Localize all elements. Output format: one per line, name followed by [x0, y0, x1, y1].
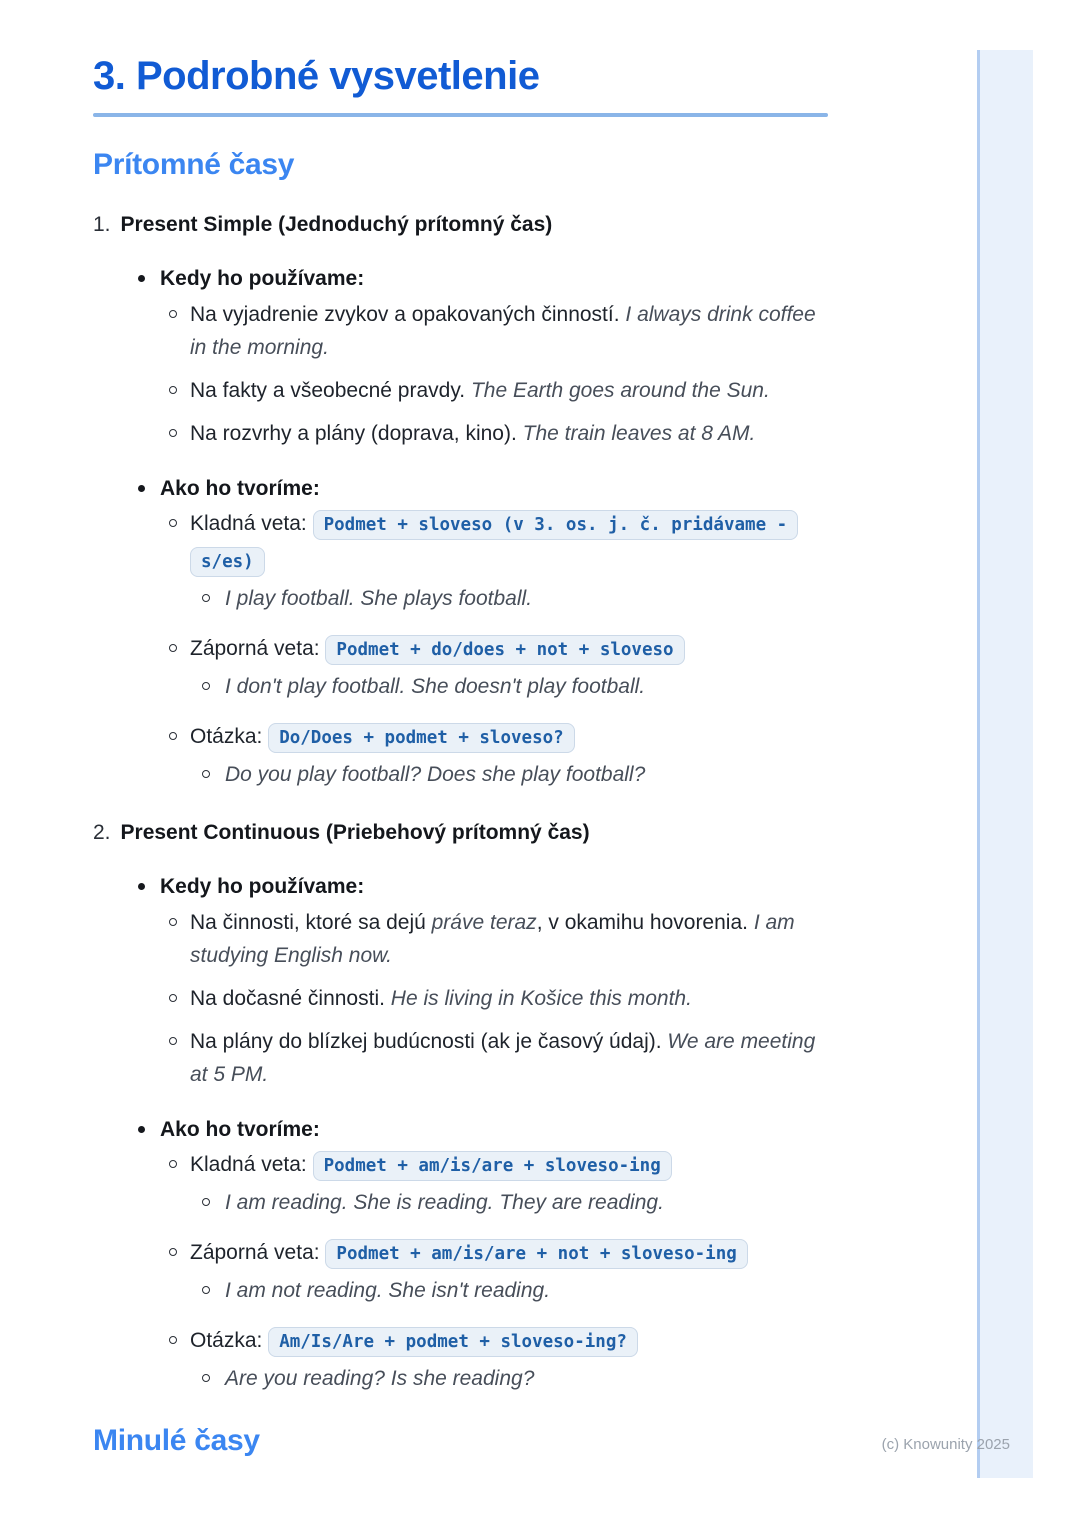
point-example: I always drink coffee in the morning. [190, 303, 816, 359]
example-text: I play football. She plays football. [225, 587, 533, 610]
point-text: Na vyjadrenie zvykov a opakovaných činností. [190, 303, 626, 326]
form-row [93, 631, 828, 703]
bullet-circle-icon [169, 519, 177, 527]
bullet-circle-icon [202, 770, 210, 778]
point-example: I am studying English now. [190, 911, 795, 967]
form-label: Kladná veta: [190, 1153, 313, 1176]
point-text: Na fakty a všeobecné pravdy. [190, 379, 471, 402]
usage-point [93, 982, 828, 1015]
forms-label-text: Ako ho tvoríme: [160, 1118, 320, 1141]
usage-point [93, 417, 828, 450]
bullet-circle-icon [169, 429, 177, 437]
form-label: Kladná veta: [190, 512, 313, 535]
item-number: 1. [93, 213, 111, 236]
form-head [190, 1323, 828, 1360]
point-example: The Earth goes around the Sun. [470, 379, 770, 402]
bullet-disc-icon [138, 1126, 145, 1133]
example-text: Do you play football? Does she play football? [225, 763, 646, 786]
item-title: Present Continuous (Priebehový prítomný čas) [120, 821, 590, 844]
bullet-circle-icon [202, 594, 210, 602]
bullet-disc-icon [138, 275, 145, 282]
form-row [93, 1323, 828, 1395]
form-label: Záporná veta: [190, 1241, 326, 1264]
bullet-circle-icon [202, 682, 210, 690]
form-head [190, 631, 828, 668]
bullet-circle-icon [169, 310, 177, 318]
example-item [190, 670, 828, 703]
usage-list [93, 298, 828, 450]
example-item [190, 1274, 828, 1307]
example-list [190, 670, 828, 703]
bullet-circle-icon [169, 1336, 177, 1344]
bullet-circle-icon [169, 1037, 177, 1045]
formula-code: Am/Is/Are + podmet + sloveso-ing? [268, 1327, 638, 1357]
usage-point [93, 906, 828, 972]
point-example: The train leaves at 8 AM. [522, 422, 756, 445]
example-list [190, 582, 828, 615]
point-example: He is living in Košice this month. [390, 987, 692, 1010]
example-text: I am reading. She is reading. They are reading. [225, 1191, 664, 1214]
example-item [190, 582, 828, 615]
point-emphasis: práve teraz [431, 911, 537, 934]
usage-point [93, 374, 828, 407]
bullet-circle-icon [169, 732, 177, 740]
section-heading-past: Minulé časy [93, 1424, 260, 1457]
forms-label-text: Ako ho tvoríme: [160, 477, 320, 500]
example-list [190, 1362, 828, 1395]
formula-code: Podmet + do/does + not + sloveso [325, 635, 684, 665]
formula-code: Podmet + sloveso (v 3. os. j. č. pridávame - s/es) [190, 510, 798, 577]
bullet-circle-icon [169, 1248, 177, 1256]
point-text: Na plány do blízkej budúcnosti (ak je časový údaj). [190, 1030, 668, 1053]
usage-label-text: Kedy ho používame: [160, 875, 365, 898]
formula-code: Podmet + am/is/are + sloveso-ing [313, 1151, 672, 1181]
bullet-circle-icon [169, 918, 177, 926]
example-text: I am not reading. She isn't reading. [225, 1279, 551, 1302]
title-underline [93, 113, 828, 117]
usage-label-text: Kedy ho používame: [160, 267, 365, 290]
usage-list [93, 906, 828, 1091]
item-title: Present Simple (Jednoduchý prítomný čas) [120, 213, 553, 236]
form-head [190, 1235, 828, 1272]
form-head [190, 1147, 828, 1184]
bullet-disc-icon [138, 485, 145, 492]
formula-code: Podmet + am/is/are + not + sloveso-ing [325, 1239, 747, 1269]
point-text: Na rozvrhy a plány (doprava, kino). [190, 422, 523, 445]
form-label: Otázka: [190, 1329, 269, 1352]
bullet-circle-icon [169, 644, 177, 652]
numbered-item-title [93, 818, 828, 848]
example-list [190, 758, 828, 791]
point-text: Na dočasné činnosti. [190, 987, 391, 1010]
form-head [190, 719, 828, 756]
formula-code: Do/Does + podmet + sloveso? [268, 723, 574, 753]
section-heading-present: Prítomné časy [93, 148, 295, 181]
form-head [190, 506, 828, 580]
form-row [93, 719, 828, 791]
point-text: , v okamihu hovorenia. [536, 911, 754, 934]
example-text: Are you reading? Is she reading? [225, 1367, 535, 1390]
example-text: I don't play football. She doesn't play football. [225, 675, 646, 698]
example-item [190, 758, 828, 791]
example-list [190, 1274, 828, 1307]
bullet-circle-icon [202, 1286, 210, 1294]
forms-label [93, 1115, 828, 1145]
page-title: 3. Podrobné vysvetlenie [93, 54, 540, 98]
usage-label [93, 264, 828, 294]
usage-label [93, 872, 828, 902]
form-row [93, 1147, 828, 1219]
usage-point [93, 298, 828, 364]
numbered-item-title [93, 210, 828, 240]
example-item [190, 1362, 828, 1395]
bullet-circle-icon [169, 386, 177, 394]
usage-point [93, 1025, 828, 1091]
forms-list [93, 506, 828, 791]
bullet-circle-icon [169, 994, 177, 1002]
bullet-disc-icon [138, 883, 145, 890]
point-example: We are meeting at 5 PM. [190, 1030, 816, 1086]
bullet-circle-icon [202, 1198, 210, 1206]
form-row [93, 1235, 828, 1307]
forms-list [93, 1147, 828, 1395]
item-number: 2. [93, 821, 111, 844]
form-row [93, 506, 828, 615]
forms-label [93, 474, 828, 504]
bullet-circle-icon [169, 1160, 177, 1168]
bullet-circle-icon [202, 1374, 210, 1382]
document-page [93, 0, 828, 1459]
point-text: Na činnosti, ktoré sa dejú [190, 911, 432, 934]
scrollbar[interactable] [977, 50, 1033, 1478]
example-item [190, 1186, 828, 1219]
form-label: Otázka: [190, 725, 269, 748]
example-list [190, 1186, 828, 1219]
form-label: Záporná veta: [190, 637, 326, 660]
page-footer: (c) Knowunity 2025 [881, 1436, 1010, 1453]
